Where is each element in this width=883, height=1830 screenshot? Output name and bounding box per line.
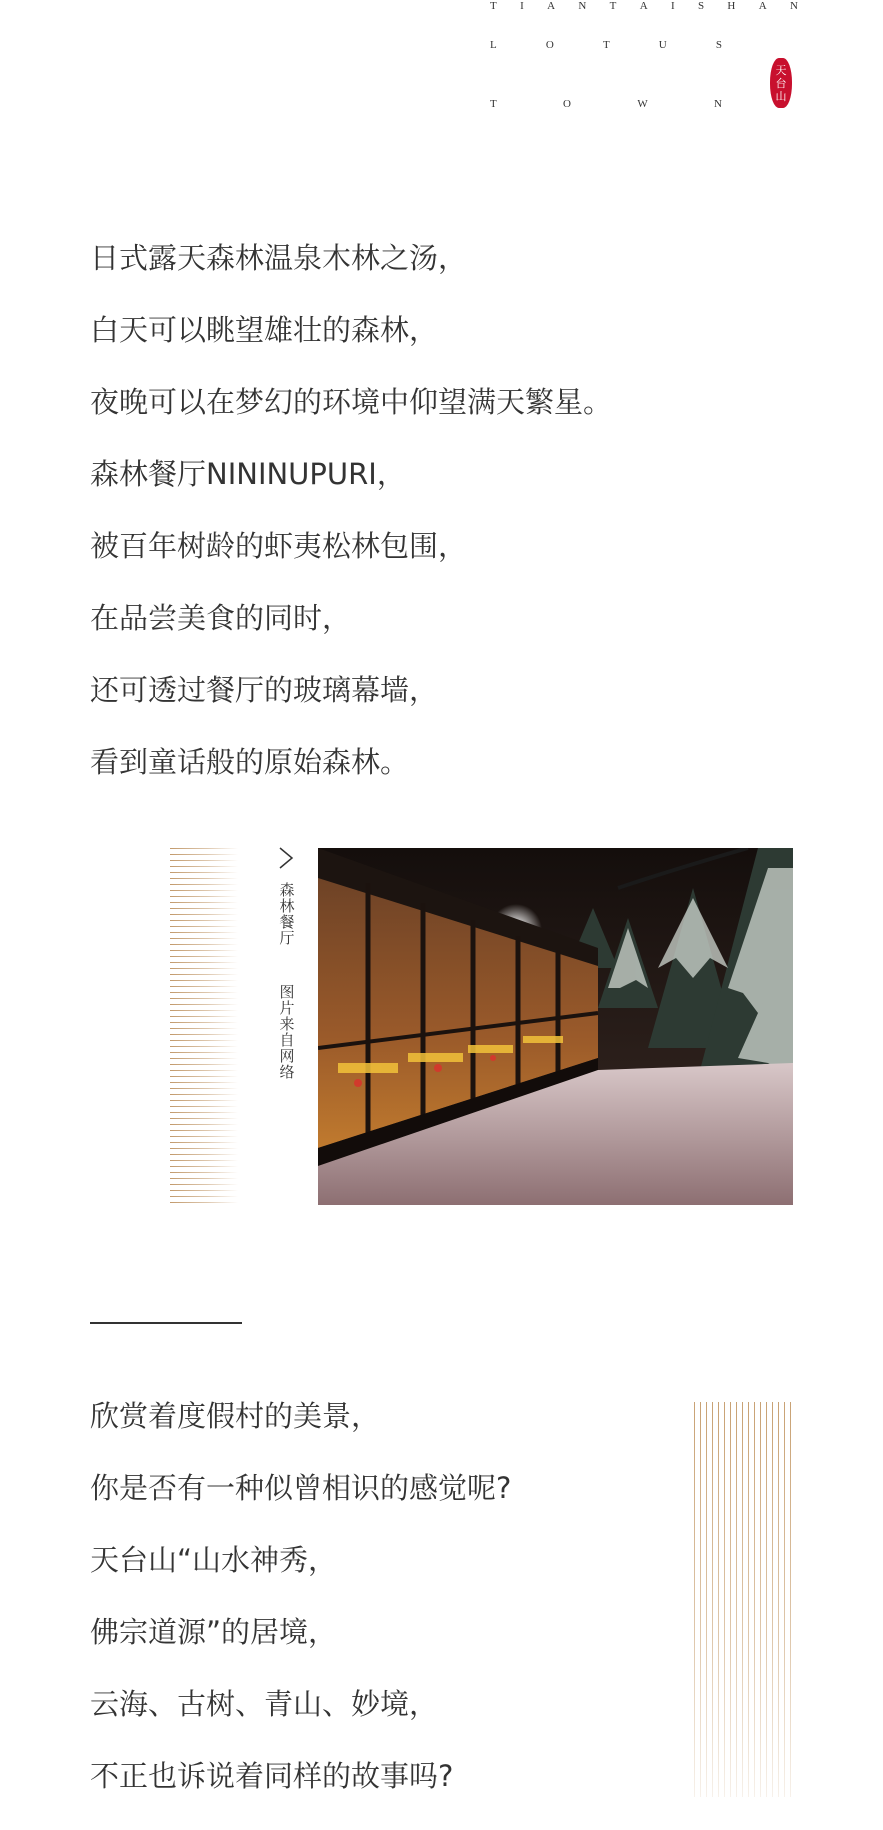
paragraph-line: 还可透过餐厅的玻璃幕墙， bbox=[90, 673, 439, 707]
paragraph-line: 云海、古树、青山、妙境， bbox=[90, 1687, 439, 1721]
brand-letter: T bbox=[602, 39, 610, 51]
brand-letter: S bbox=[697, 0, 705, 12]
paragraph-line: 日式露天森林温泉木林之汤， bbox=[90, 241, 468, 275]
paragraph-line: 不正也诉说着同样的故事吗? bbox=[90, 1759, 454, 1793]
brand-letter: N bbox=[578, 0, 587, 12]
brand-letter: H bbox=[727, 0, 736, 12]
caption-char: 图 bbox=[279, 983, 295, 1001]
seal-char: 山 bbox=[775, 89, 787, 103]
brand-letter: T bbox=[490, 0, 497, 12]
paragraph-line: 天台山“山水神秀， bbox=[90, 1543, 338, 1577]
paragraph-line: 你是否有一种似曾相识的感觉呢? bbox=[90, 1471, 512, 1505]
brand-row-tiantaishan bbox=[490, 0, 798, 12]
paragraph-line: 森林餐厅NININUPURI， bbox=[90, 457, 406, 491]
seal-char: 天 bbox=[775, 63, 787, 77]
brand-letter: A bbox=[547, 0, 556, 12]
photo-caption-title bbox=[278, 882, 296, 946]
paragraph-line: 欣赏着度假村的美景， bbox=[90, 1399, 381, 1433]
paragraph-line: 佛宗道源”的居境， bbox=[90, 1615, 338, 1649]
brand-letter: I bbox=[520, 0, 524, 12]
tiantaishan-seal-logo bbox=[770, 58, 792, 108]
paragraph-line: 夜晚可以在梦幻的环境中仰望满天繁星。 bbox=[90, 385, 613, 419]
brand-letter: U bbox=[658, 39, 667, 51]
caption-char: 片 bbox=[279, 999, 295, 1017]
paragraph-line: 在品尝美食的同时， bbox=[90, 601, 352, 635]
brand-letter: N bbox=[714, 98, 722, 110]
brand-row-town bbox=[490, 98, 722, 110]
caption-char: 来 bbox=[279, 1015, 295, 1033]
brand-letter: A bbox=[639, 0, 648, 12]
photo-caption-source bbox=[278, 984, 296, 1080]
chevron-right-icon bbox=[277, 846, 295, 870]
brand-letter: T bbox=[490, 98, 497, 110]
brand-letter: L bbox=[490, 39, 497, 51]
decorative-gold-stripes bbox=[170, 848, 238, 1204]
section-divider bbox=[90, 1322, 242, 1324]
intro-paragraph bbox=[90, 240, 810, 816]
caption-char: 森 bbox=[279, 881, 295, 899]
seal-char: 台 bbox=[775, 76, 787, 90]
brand-letter: O bbox=[563, 98, 571, 110]
brand-letter: S bbox=[715, 39, 722, 51]
brand-letter: W bbox=[637, 98, 648, 110]
brand-letter: O bbox=[545, 39, 554, 51]
caption-char: 厅 bbox=[279, 929, 295, 947]
paragraph-line: 白天可以眺望雄壮的森林， bbox=[90, 313, 439, 347]
brand-letter: A bbox=[758, 0, 767, 12]
caption-char: 餐 bbox=[279, 913, 295, 931]
paragraph-line: 看到童话般的原始森林。 bbox=[90, 745, 410, 779]
brand-row-lotus bbox=[490, 39, 722, 51]
forest-restaurant-photo bbox=[318, 848, 793, 1205]
brand-wordmark bbox=[490, 0, 798, 112]
caption-char: 络 bbox=[279, 1063, 295, 1081]
brand-letter: T bbox=[609, 0, 617, 12]
brand-letter: N bbox=[789, 0, 798, 12]
caption-char: 自 bbox=[279, 1031, 295, 1049]
closing-paragraph bbox=[90, 1398, 810, 1830]
brand-letter: I bbox=[670, 0, 675, 12]
caption-char: 网 bbox=[279, 1047, 295, 1065]
paragraph-line: 被百年树龄的虾夷松林包围， bbox=[90, 529, 468, 563]
caption-char: 林 bbox=[279, 897, 295, 915]
